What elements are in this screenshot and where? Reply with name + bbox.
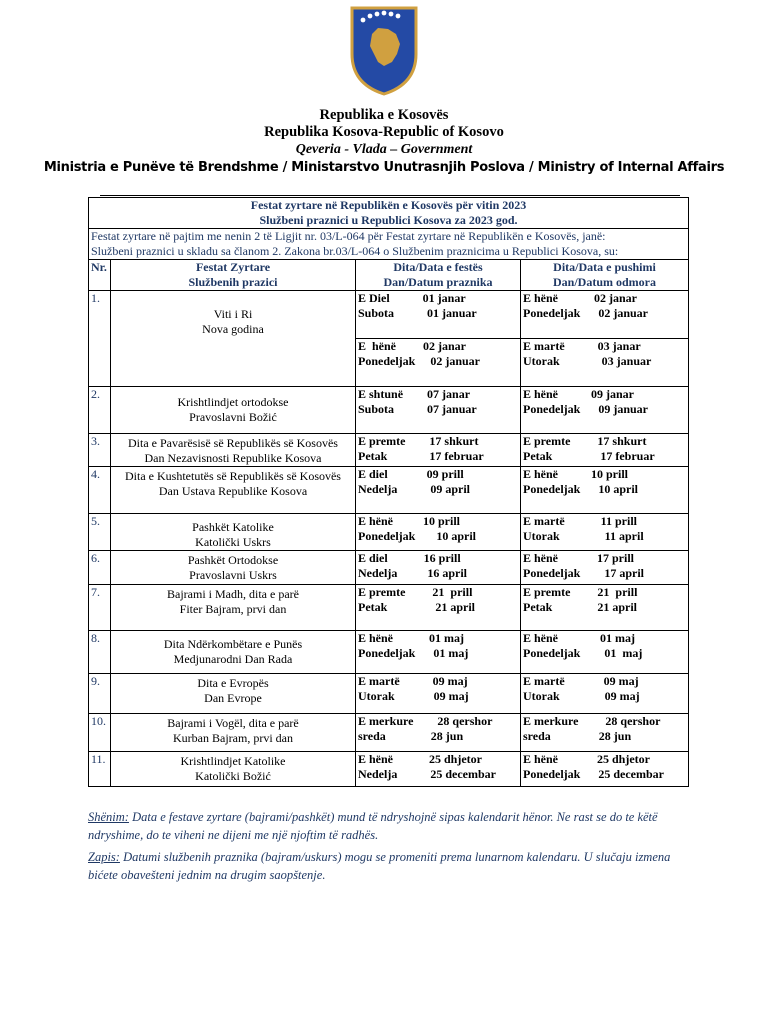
table-row [89, 291, 689, 339]
holiday-date [356, 551, 521, 585]
row-number: 9. [89, 674, 111, 714]
row-number: 11. [89, 752, 111, 787]
holiday-name-albanian: Dita Ndërkombëtare e Punës [163, 637, 303, 651]
col-rest-header [521, 260, 689, 291]
holiday-date-albanian: E martë 09 maj [358, 674, 468, 688]
row-number: 7. [89, 585, 111, 631]
holiday-date-serbian: Nedelja 25 decembar [358, 767, 496, 781]
rest-date-serbian: Utorak 09 maj [523, 689, 640, 703]
holiday-name [111, 434, 356, 467]
rest-date [521, 291, 689, 339]
col-name-header [111, 260, 356, 291]
header-divider [100, 195, 680, 196]
holiday-date [356, 387, 521, 434]
holiday-name-albanian: Dita e Pavarësisë së Republikës së Kosovës [128, 436, 338, 450]
holiday-date-albanian: E diel 16 prill [358, 551, 461, 565]
rest-date [521, 674, 689, 714]
holiday-date-albanian: E hënë 25 dhjetor [358, 752, 482, 766]
holiday-name [111, 551, 356, 585]
holiday-name [111, 752, 356, 787]
holiday-name-serbian: Fiter Bajram, prvi dan [179, 602, 287, 616]
holiday-name-albanian: Krishtlindjet Katolike [180, 754, 286, 768]
table-intro [89, 229, 689, 260]
holiday-name [111, 291, 356, 387]
rest-date-albanian: E premte 17 shkurt [523, 434, 647, 448]
col-holiday-header-1: Dita/Data e festës [393, 260, 483, 274]
holiday-date-serbian: Nedelja 09 april [358, 482, 470, 496]
holiday-date [356, 291, 521, 339]
holiday-name [111, 674, 356, 714]
row-number: 6. [89, 551, 111, 585]
rest-date [521, 467, 689, 514]
kosovo-emblem-icon [348, 4, 420, 96]
rest-date [521, 631, 689, 674]
holiday-name [111, 467, 356, 514]
holiday-date [356, 514, 521, 551]
holiday-name-serbian: Katolički Božić [195, 769, 271, 783]
rest-date-serbian: Ponedeljak 25 decembar [523, 767, 664, 781]
holiday-date [356, 585, 521, 631]
table-header-row [89, 260, 689, 291]
header-government: Qeveria - Vlada – Government [295, 142, 473, 157]
holiday-date-serbian: Nedelja 16 april [358, 566, 467, 580]
holiday-date-serbian: Ponedeljak 10 april [358, 529, 477, 543]
holiday-name [111, 585, 356, 631]
table-intro-serbian: Službeni praznici u skladu sa članom 2. Zakona br.03/L-064 o Službenim praznicima u Republici Kosova, su: [91, 244, 619, 258]
row-number: 2. [89, 387, 111, 434]
rest-date-serbian: Petak 21 april [523, 600, 637, 614]
row-number: 3. [89, 434, 111, 467]
rest-date-albanian: E martë 03 janar [523, 339, 641, 353]
holiday-date-serbian: Petak 21 april [358, 600, 475, 614]
table-row [89, 467, 689, 514]
holiday-date [356, 631, 521, 674]
rest-date-albanian: E premte 21 prill [523, 585, 638, 599]
holiday-date-serbian: Ponedeljak 02 januar [358, 354, 481, 368]
holiday-name-serbian: Medjunarodni Dan Rada [173, 652, 293, 666]
rest-date-serbian: Ponedeljak 01 maj [523, 646, 643, 660]
rest-date-albanian: E hënë 01 maj [523, 631, 635, 645]
table-row [89, 434, 689, 467]
holiday-date [356, 339, 521, 387]
holiday-name [111, 631, 356, 674]
holiday-name-albanian: Bajrami i Madh, dita e parë [167, 587, 299, 601]
holiday-name-serbian: Pravoslavni Uskrs [189, 568, 277, 582]
row-number: 10. [89, 714, 111, 752]
holiday-date [356, 434, 521, 467]
holiday-name-serbian: Kurban Bajram, prvi dan [173, 731, 293, 745]
holiday-date-albanian: E hënë 02 janar [358, 339, 466, 353]
table-row [89, 551, 689, 585]
holiday-date [356, 674, 521, 714]
holiday-name-albanian: Pashkët Ortodokse [187, 553, 279, 567]
holiday-date-serbian: Utorak 09 maj [358, 689, 469, 703]
table-row [89, 674, 689, 714]
holiday-date-albanian: E hënë 01 maj [358, 631, 464, 645]
holiday-date-albanian: E merkure 28 qershor [358, 714, 493, 728]
rest-date [521, 387, 689, 434]
rest-date-serbian: sreda 28 jun [523, 729, 632, 743]
rest-date-albanian: E hënë 17 prill [523, 551, 635, 565]
col-rest-header-1: Dita/Data e pushimi [553, 260, 656, 274]
table-intro-row [89, 229, 689, 260]
rest-date [521, 514, 689, 551]
rest-date [521, 714, 689, 752]
holiday-date-serbian: Subota 01 januar [358, 306, 477, 320]
table-title-serbian: Službeni praznici u Republici Kosova za 2023 god. [259, 213, 518, 227]
rest-date [521, 339, 689, 387]
header-ministry: Ministria e Punëve të Brendshme / Ministarstvo Unutrasnjih Poslova / Ministry of Internal Affairs [43, 160, 725, 175]
holiday-date [356, 714, 521, 752]
rest-date-serbian: Petak 17 februar [523, 449, 655, 463]
table-title [89, 198, 689, 229]
note-albanian-text: Data e festave zyrtare (bajrami/pashkët) mund të ndryshojnë sipas kalendarit hënor. Ne rast se do te këtë ndryshime, do te viheni ne dijeni me një njoftim të radhës. [88, 810, 658, 842]
holiday-name-albanian: Bajrami i Vogël, dita e parë [167, 716, 299, 730]
table-row [89, 631, 689, 674]
holiday-name-serbian: Dan Nezavisnosti Republike Kosova [144, 451, 322, 465]
row-number: 4. [89, 467, 111, 514]
note-serbian [88, 848, 688, 884]
rest-date [521, 434, 689, 467]
holiday-date [356, 467, 521, 514]
table-row [89, 752, 689, 787]
rest-date-serbian: Ponedeljak 09 januar [523, 402, 649, 416]
holiday-name [111, 387, 356, 434]
holiday-name-albanian: Dita e Evropës [197, 676, 269, 690]
table-row [89, 585, 689, 631]
holiday-name-serbian: Nova godina [202, 322, 264, 336]
table-title-row [89, 198, 689, 229]
rest-date-albanian: E hënë 09 janar [523, 387, 634, 401]
col-holiday-header [356, 260, 521, 291]
holiday-date-albanian: E hënë 10 prill [358, 514, 461, 528]
rest-date-albanian: E hënë 25 dhjetor [523, 752, 650, 766]
rest-date [521, 585, 689, 631]
note-serbian-text: Datumi službenih praznika (bajram/uskurs) mogu se promeniti prema lunarnom kalendaru. U slučaju izmena bićete obavešteni jednim na drugim saopštenje. [88, 850, 671, 882]
rest-date [521, 752, 689, 787]
holiday-date-serbian: Petak 17 februar [358, 449, 484, 463]
holiday-name-serbian: Katolički Uskrs [195, 535, 271, 549]
table-intro-albanian: Festat zyrtare në pajtim me nenin 2 të Ligjit nr. 03/L-064 për Festat zyrtare në Republikën e Kosovës, janë: [91, 229, 606, 243]
rest-date-serbian: Ponedeljak 10 april [523, 482, 639, 496]
rest-date-serbian: Utorak 03 januar [523, 354, 652, 368]
table-row [89, 514, 689, 551]
holiday-name-serbian: Dan Evrope [204, 691, 262, 705]
holiday-name [111, 514, 356, 551]
rest-date-albanian: E martë 11 prill [523, 514, 637, 528]
holiday-date-serbian: Ponedeljak 01 maj [358, 646, 469, 660]
holiday-name-albanian: Pashkët Katolike [192, 520, 274, 534]
note-albanian [88, 808, 688, 844]
col-name-header-2: Službenih prazici [188, 275, 278, 289]
holidays-table [88, 197, 689, 787]
col-name-header-1: Festat Zyrtare [195, 260, 271, 274]
holiday-name-albanian: Viti i Ri [213, 307, 253, 321]
row-number: 5. [89, 514, 111, 551]
holiday-date-albanian: E shtunë 07 janar [358, 387, 471, 401]
row-number: 1. [89, 291, 111, 387]
rest-date-albanian: E hënë 10 prill [523, 467, 629, 481]
holiday-name-albanian: Krishtlindjet ortodokse [177, 395, 289, 409]
holiday-name-serbian: Pravoslavni Božić [189, 410, 277, 424]
col-nr-header: Nr. [89, 260, 111, 291]
holiday-name [111, 714, 356, 752]
table-row [89, 714, 689, 752]
holiday-date-serbian: sreda 28 jun [358, 729, 464, 743]
rest-date-albanian: E hënë 02 janar [523, 291, 637, 305]
row-number: 8. [89, 631, 111, 674]
holiday-date-albanian: E diel 09 prill [358, 467, 464, 481]
rest-date-albanian: E merkure 28 qershor [523, 714, 661, 728]
rest-date-serbian: Ponedeljak 17 april [523, 566, 645, 580]
note-serbian-label: Zapis: [88, 850, 120, 864]
rest-date [521, 551, 689, 585]
holiday-date [356, 752, 521, 787]
col-holiday-header-2: Dan/Datum praznika [383, 275, 493, 289]
holiday-date-serbian: Subota 07 januar [358, 402, 477, 416]
rest-date-serbian: Utorak 11 april [523, 529, 644, 543]
col-rest-header-2: Dan/Datum odmora [553, 275, 657, 289]
header-country-multilingual: Republika Kosova-Republic of Kosovo [264, 124, 504, 140]
rest-date-albanian: E martë 09 maj [523, 674, 639, 688]
table-title-albanian: Festat zyrtare në Republikën e Kosovës për vitin 2023 [250, 198, 527, 212]
rest-date-serbian: Ponedeljak 02 januar [523, 306, 649, 320]
header-country-albanian: Republika e Kosovës [319, 107, 449, 123]
holiday-date-albanian: E Diel 01 janar [358, 291, 466, 305]
holiday-name-albanian: Dita e Kushtetutës së Republikës së Kosovës [125, 469, 341, 483]
holiday-date-albanian: E premte 21 prill [358, 585, 473, 599]
note-albanian-label: Shënim: [88, 810, 129, 824]
holiday-name-serbian: Dan Ustava Republike Kosova [158, 484, 308, 498]
holiday-date-albanian: E premte 17 shkurt [358, 434, 479, 448]
table-row [89, 387, 689, 434]
